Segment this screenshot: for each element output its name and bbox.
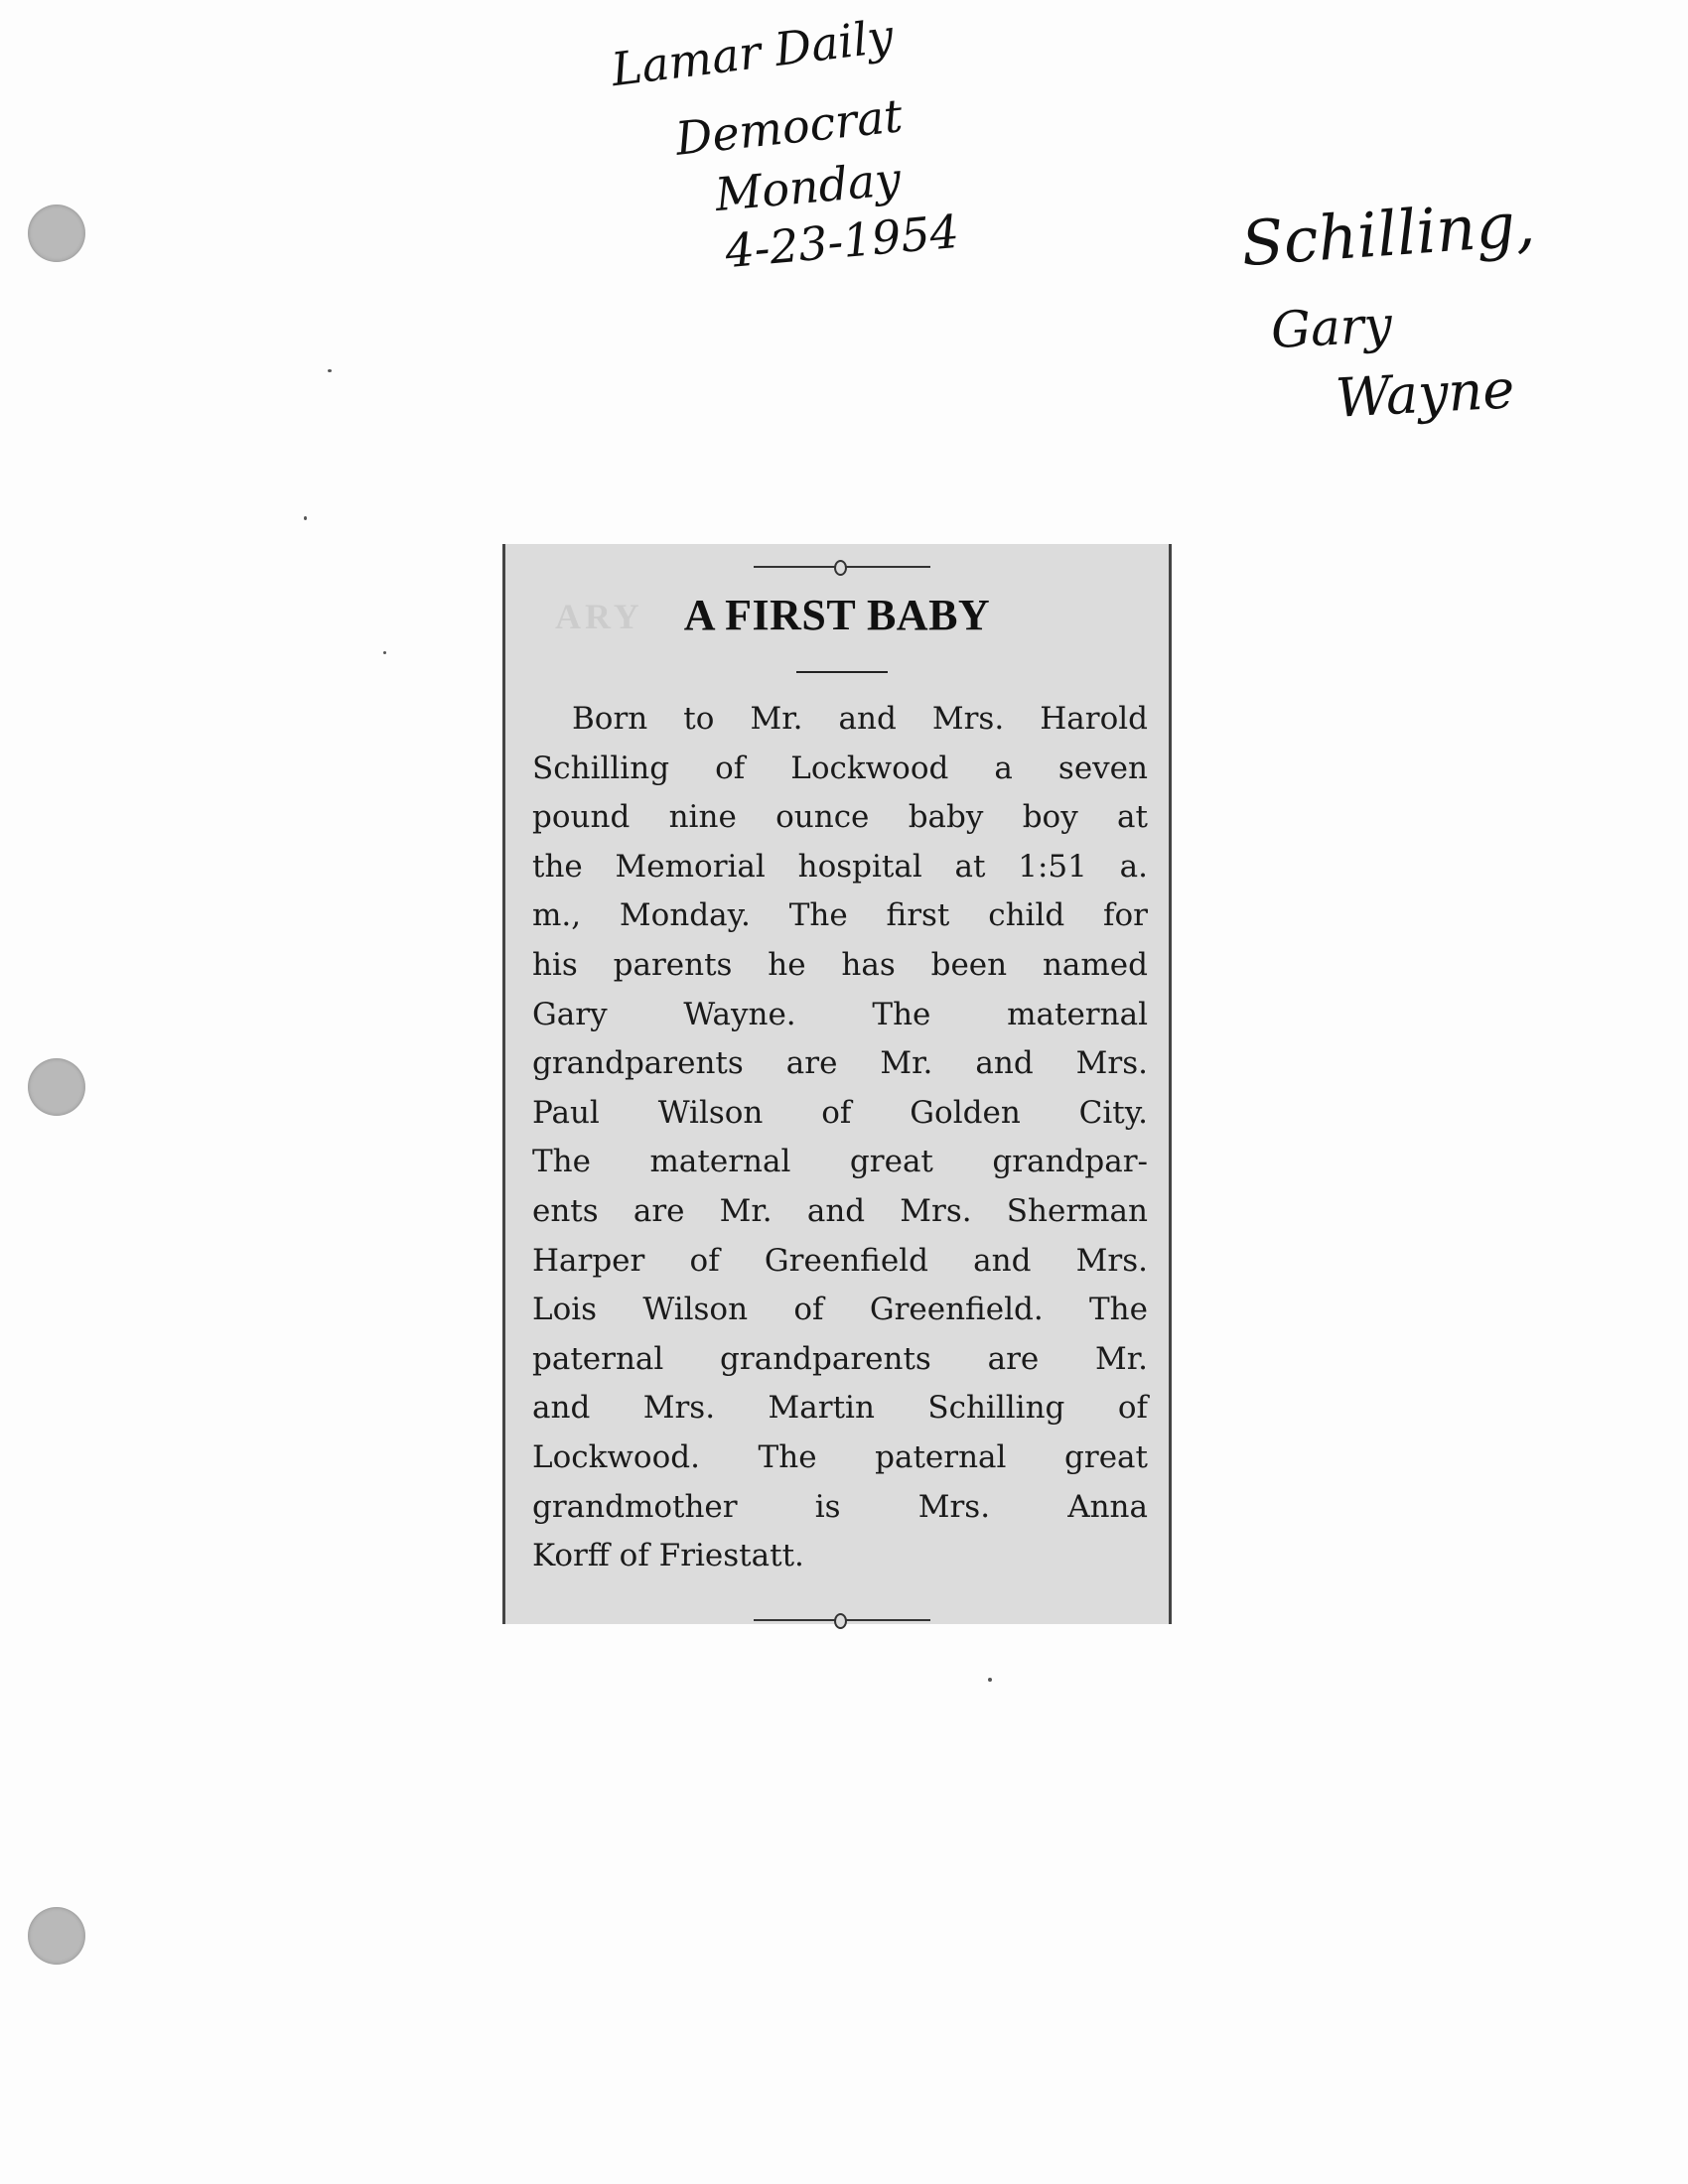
article-line: pound nine ounce baby boy at [532, 799, 1148, 836]
scan-speck [988, 1678, 992, 1682]
handwritten-newspaper-name-cont: Democrat [672, 88, 906, 166]
article-line: The maternal great grandpar- [532, 1144, 1148, 1180]
article-line: Gary Wayne. The maternal [532, 996, 1148, 1032]
bleed-through-text: ARY [555, 597, 643, 636]
article-line: Born to Mr. and Mrs. Harold [572, 701, 1148, 737]
article-line: Harper of Greenfield and Mrs. [532, 1242, 1148, 1279]
article-line: ents are Mr. and Mrs. Sherman [532, 1192, 1148, 1229]
punch-hole [28, 1058, 85, 1116]
article-line: Korff of Friestatt. [532, 1538, 804, 1574]
article-line: Paul Wilson of Golden City. [532, 1094, 1148, 1131]
article-line: m., Monday. The first child for [532, 897, 1148, 934]
handwritten-day: Monday [713, 151, 904, 222]
punch-hole [28, 1907, 85, 1965]
handwritten-middle-name: Wayne [1334, 357, 1516, 430]
handwritten-surname: Schilling, [1238, 187, 1537, 281]
article-body [532, 695, 1148, 1581]
article-line: his parents he has been named [532, 946, 1148, 983]
article-line: grandmother is Mrs. Anna [532, 1488, 1148, 1525]
ornamental-rule-bottom [754, 1619, 930, 1621]
article-line: Schilling of Lockwood a seven [532, 750, 1148, 786]
punch-hole [28, 205, 85, 262]
article-line: and Mrs. Martin Schilling of [532, 1390, 1148, 1427]
scan-speck [383, 651, 386, 654]
handwritten-newspaper-name: Lamar Daily [608, 8, 897, 97]
newspaper-clipping [502, 544, 1172, 1624]
headline-rule [796, 671, 888, 673]
article-line: paternal grandparents are Mr. [532, 1340, 1148, 1377]
scan-speck [328, 369, 332, 372]
article-line: Lois Wilson of Greenfield. The [532, 1292, 1148, 1328]
article-line: Lockwood. The paternal great [532, 1438, 1148, 1475]
ornamental-rule-top [754, 566, 930, 568]
scan-speck [304, 516, 307, 520]
article-line: the Memorial hospital at 1:51 a. [532, 848, 1148, 885]
article-line: grandparents are Mr. and Mrs. [532, 1045, 1148, 1082]
handwritten-given-name: Gary [1269, 295, 1394, 360]
clipping-headline: A FIRST BABY [683, 591, 991, 639]
handwritten-date: 4-23-1954 [723, 204, 961, 279]
